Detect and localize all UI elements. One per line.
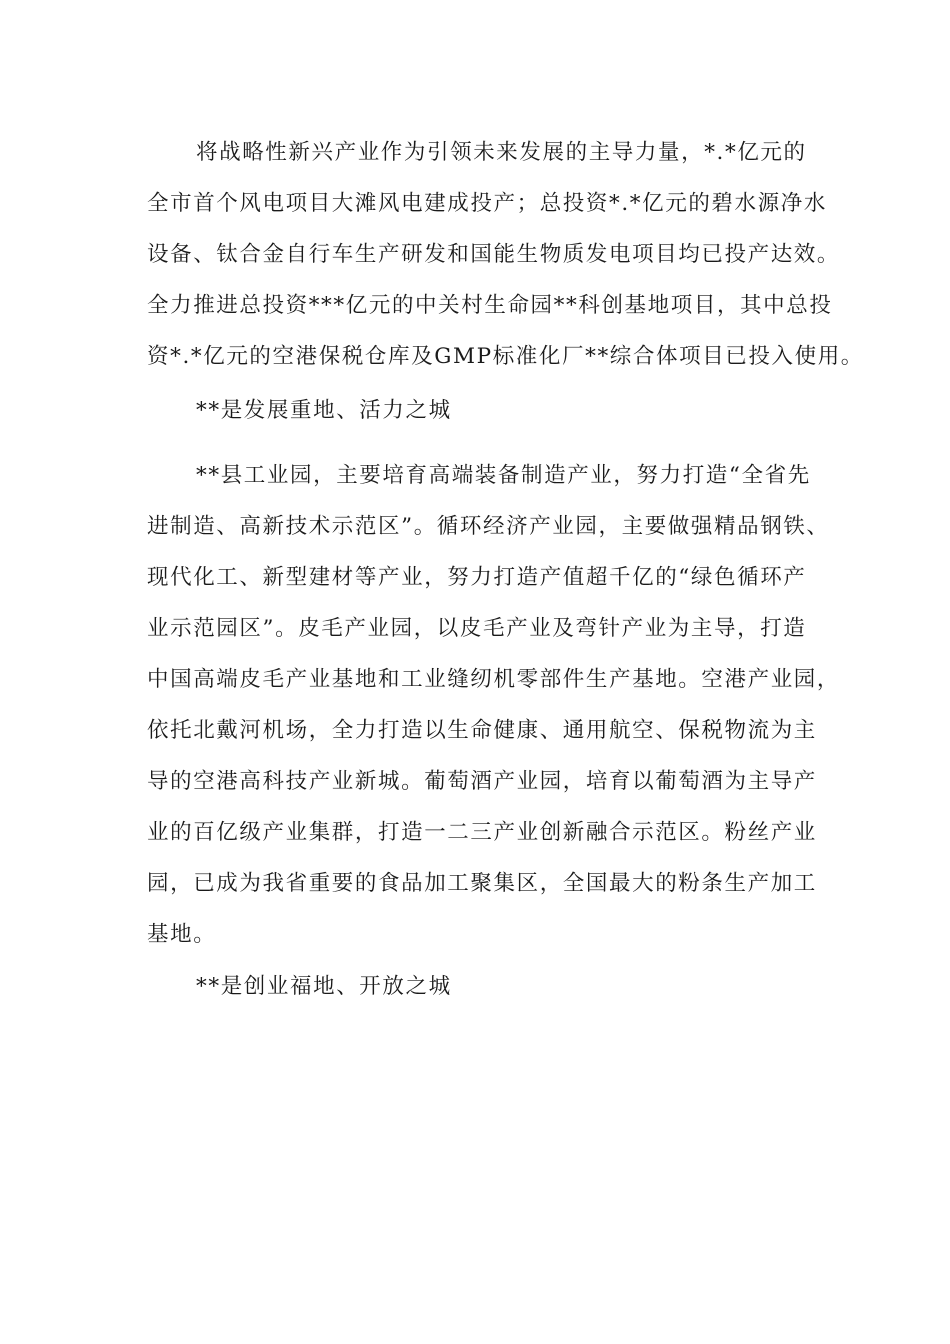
section-heading: **是发展重地、活力之城 [196, 398, 452, 423]
text-line: 基地。 [147, 922, 217, 947]
text-line: 中国高端皮毛产业基地和工业缝纫机零部件生产基地。空港产业园， [147, 667, 841, 692]
text-line: 资*.*亿元的空港保税仓库及GMP标准化厂**综合体项目已投入使用。 [147, 344, 864, 369]
paragraph-industrial-parks [147, 463, 841, 974]
section-heading-entrepreneurship [147, 975, 827, 1026]
text-line: 业的百亿级产业集群，打造一二三产业创新融合示范区。粉丝产业 [147, 820, 817, 845]
text-line: 业示范园区”。皮毛产业园，以皮毛产业及弯针产业为主导，打造 [147, 616, 807, 641]
text-line: 园，已成为我省重要的食品加工聚集区，全国最大的粉条生产加工 [147, 871, 817, 896]
paragraph-strategic-industries [147, 140, 864, 396]
text-line: 进制造、高新技术示范区”。循环经济产业园，主要做强精品钢铁、 [147, 514, 830, 539]
section-heading: **是创业福地、开放之城 [196, 974, 452, 999]
text-line: 将战略性新兴产业作为引领未来发展的主导力量，*.*亿元的 [196, 140, 807, 165]
text-line: 现代化工、新型建材等产业，努力打造产值超千亿的“绿色循环产 [147, 565, 807, 590]
section-heading-development [147, 399, 827, 450]
text-line: 设备、钛合金自行车生产研发和国能生物质发电项目均已投产达效。 [147, 242, 841, 267]
text-line: 全力推进总投资***亿元的中关村生命园**科创基地项目，其中总投 [147, 293, 833, 318]
text-line: 导的空港高科技产业新城。葡萄酒产业园，培育以葡萄酒为主导产 [147, 769, 817, 794]
text-line: **县工业园，主要培育高端装备制造产业，努力打造“全省先 [196, 463, 811, 488]
text-line: 依托北戴河机场，全力打造以生命健康、通用航空、保税物流为主 [147, 718, 817, 743]
text-line: 全市首个风电项目大滩风电建成投产；总投资*.*亿元的碧水源净水 [147, 191, 827, 216]
